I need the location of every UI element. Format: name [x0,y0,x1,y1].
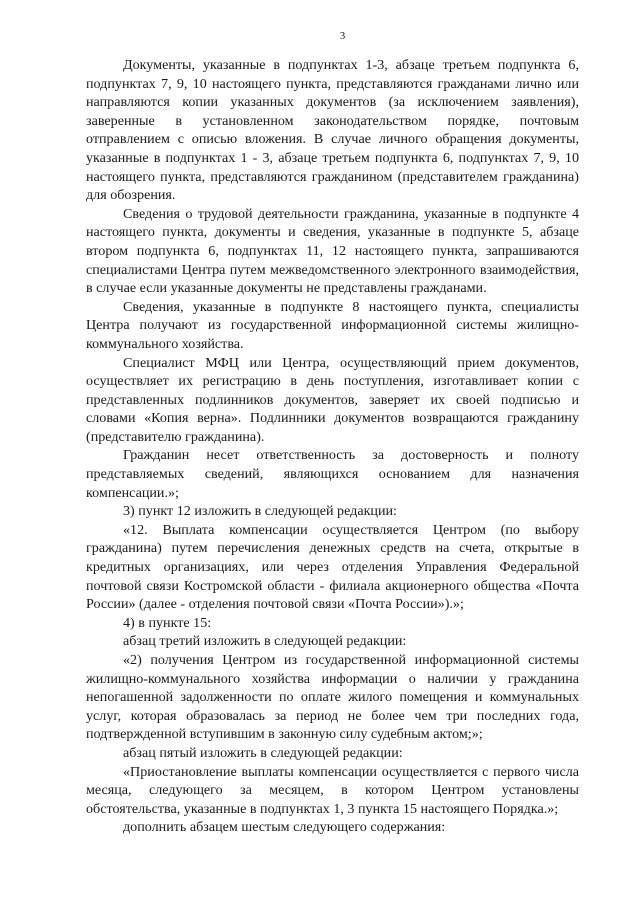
paragraph-employment-info: Сведения о трудовой деятельности гражданина, указанные в подпункте 4 настоящего пункта, документы и сведения, указанные в подпункте 5, абзаце втором подпункта 6, подпунктах 11, 12 настоящего пункта, запрашиваются специалистами Центра путем межведомственного электронного взаимодействия, в случае если указанные документы не представлены гражданами. [86,205,579,297]
paragraph-point-12: «12. Выплата компенсации осуществляется Центром (по выбору гражданина) путем перечисления денежных средств на счета, открытые в кредитных организациях, или через отделения Управления Федеральной почтовой связи Костромской области - филиала акционерного общества «Почта России» (далее - отделения почтовой связи «Почта России»).»; [86,521,579,613]
document-body [86,56,579,837]
paragraph-sixth-abzac: дополнить абзацем шестым следующего содержания: [123,819,446,836]
paragraph-housing-system-info: Сведения, указанные в подпункте 8 настоящего пункта, специалисты Центра получают из государственной информационной системы жилищно-коммунального хозяйства. [86,298,579,352]
paragraph-item-4: 4) в пункте 15: [123,614,212,631]
page-number: 3 [339,30,346,42]
paragraph-subpoint-2: «2) получения Центром из государственной информационной системы жилищно-коммунального хозяйства информации о наличии у гражданина непогашенной задолженности по оплате жилого помещения и коммунальных услуг, которая образовалась за период не более чем три последних года, подтвержденной вступившим в законную силу судебным актом;»; [86,652,579,743]
paragraph-third-abzac: абзац третий изложить в следующей редакции: [123,633,407,650]
paragraph-registration: Специалист МФЦ или Центра, осуществляющий прием документов, осуществляет их регистрацию в день поступления, изготавливает копии с представленных подлинников документов, заверяет их своей подписью и словами «Копия верна». Подлинники документов возвращаются гражданину (представителю гражданина). [86,354,579,445]
paragraph-item-3: 3) пункт 12 изложить в следующей редакции: [123,503,397,520]
paragraph-fifth-abzac: абзац пятый изложить в следующей редакции: [123,744,403,761]
paragraph-documents-submission: Документы, указанные в подпунктах 1-3, абзаце третьем подпункта 6, подпунктах 7, 9, 10 настоящего пункта, представляются гражданами лично или направляются копии указанных документов (за исключением заявления), заверенные в установленном законодательством порядке, почтовым отправлением с описью вложения. В случае личного обращения документы, указанные в подпунктах 1 - 3, абзаце третьем подпункта 6, подпунктах 7, 9, 10 настоящего пункта, представляются гражданином (представителем гражданина) для обозрения. [86,57,579,204]
paragraph-suspension: «Приостановление выплаты компенсации осуществляется с первого числа месяца, следующего за месяцем, в котором Центром установлены обстоятельства, указанные в подпунктах 1, 3 пункта 15 настоящего Порядка.»; [86,763,579,817]
paragraph-responsibility: Гражданин несет ответственность за достоверность и полноту представляемых сведений, являющихся основанием для назначения компенсации.»; [86,447,579,501]
